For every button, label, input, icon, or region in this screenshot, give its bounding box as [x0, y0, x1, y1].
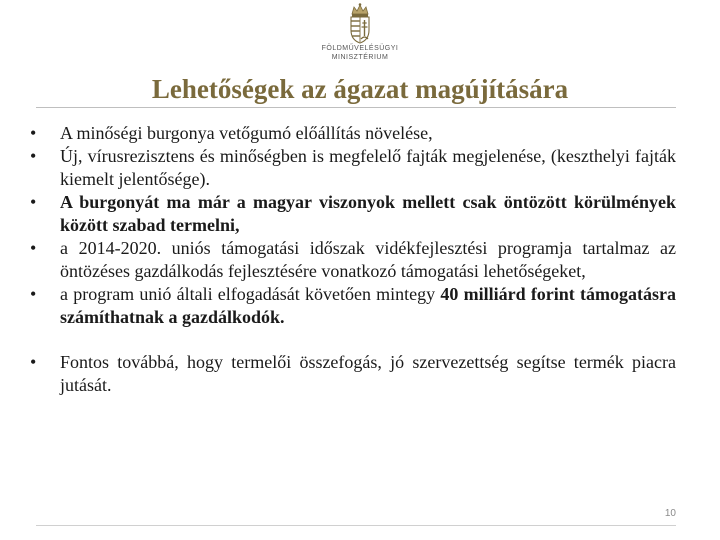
slide-title: Lehetőségek az ágazat magújítására [151, 74, 569, 104]
ministry-name-line2: MINISZTÉRIUM [331, 54, 389, 61]
bullet-marker: • [30, 146, 37, 166]
ministry-logo [300, 2, 420, 72]
footer-divider [36, 525, 676, 526]
bullet-item [30, 351, 676, 397]
bullet-item [30, 122, 676, 145]
ministry-name-line1: FÖLDMŰVELÉSÜGYI [321, 45, 399, 52]
bullet-item [30, 283, 676, 329]
bullet-item [30, 237, 676, 283]
bullet-item [30, 191, 676, 237]
bullet-marker: • [30, 123, 37, 143]
bullet-marker: • [30, 238, 37, 258]
bullet-text: A minőségi burgonya vetőgumó előállítás növelése, [60, 123, 433, 143]
bullet-text: 40 milliárd forint támogatásra számíthatnak a gazdálkodók. [60, 284, 676, 327]
bullet-list [30, 122, 676, 397]
bullet-text: A burgonyát ma már a magyar viszonyok mellett csak öntözött körülmények között szabad termelni, [60, 192, 676, 235]
title-divider [36, 107, 676, 108]
bullet-text: a 2014-2020. uniós támogatási időszak vidékfejlesztési programja tartalmaz az öntözéses gazdálkodás fejlesztésére vonatkozó támogatási lehetőségeket, [60, 238, 676, 281]
bullet-marker: • [30, 192, 37, 212]
bullet-text: Fontos továbbá, hogy termelői összefogás, jó szervezettség segítse termék piacra jutását. [60, 352, 676, 395]
bullet-marker: • [30, 352, 37, 372]
bullet-text: a program unió általi elfogadását követően mintegy [60, 284, 441, 304]
bullet-item [30, 145, 676, 191]
page-number: 10 [664, 508, 676, 519]
bullet-marker: • [30, 284, 37, 304]
bullet-text: Új, vírusrezisztens és minőségben is megfelelő fajták megjelenése, (keszthelyi fajták kiemelt jelentősége). [60, 146, 676, 189]
hungarian-coat-of-arms-icon [347, 2, 373, 44]
